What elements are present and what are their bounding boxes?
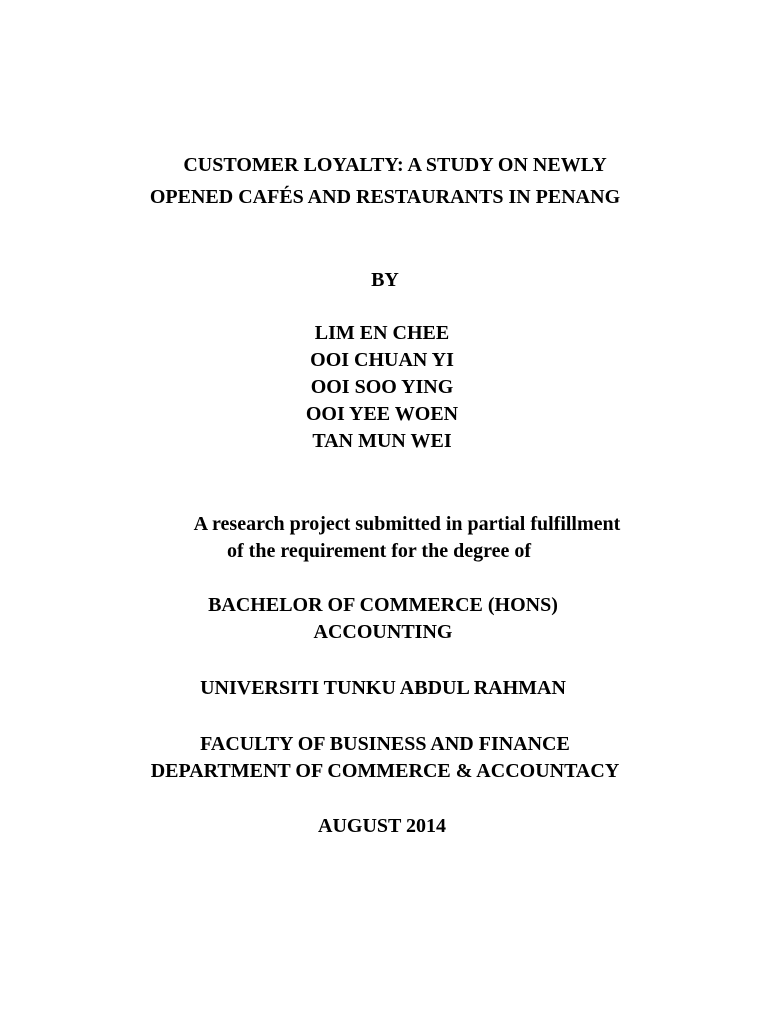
thesis-title-line-1: CUSTOMER LOYALTY: A STUDY ON NEWLY bbox=[183, 154, 607, 176]
submission-statement-line-2: of the requirement for the degree of bbox=[227, 540, 531, 562]
author-name: OOI CHUAN YI bbox=[310, 349, 454, 371]
degree-name-line-1: BACHELOR OF COMMERCE (HONS) bbox=[208, 594, 558, 616]
university-name: UNIVERSITI TUNKU ABDUL RAHMAN bbox=[200, 677, 566, 699]
department-name: DEPARTMENT OF COMMERCE & ACCOUNTACY bbox=[150, 760, 620, 782]
degree-name-line-2: ACCOUNTING bbox=[313, 621, 453, 643]
thesis-title-line-2: OPENED CAFÉS AND RESTAURANTS IN PENANG bbox=[149, 186, 621, 208]
author-name: OOI SOO YING bbox=[310, 376, 454, 398]
faculty-name: FACULTY OF BUSINESS AND FINANCE bbox=[200, 733, 570, 755]
by-label: BY bbox=[371, 269, 399, 291]
author-name: TAN MUN WEI bbox=[312, 430, 452, 452]
author-name: OOI YEE WOEN bbox=[305, 403, 459, 425]
submission-date: AUGUST 2014 bbox=[318, 815, 446, 837]
author-name: LIM EN CHEE bbox=[314, 322, 450, 344]
submission-statement-line-1: A research project submitted in partial fulfillment bbox=[193, 513, 621, 535]
